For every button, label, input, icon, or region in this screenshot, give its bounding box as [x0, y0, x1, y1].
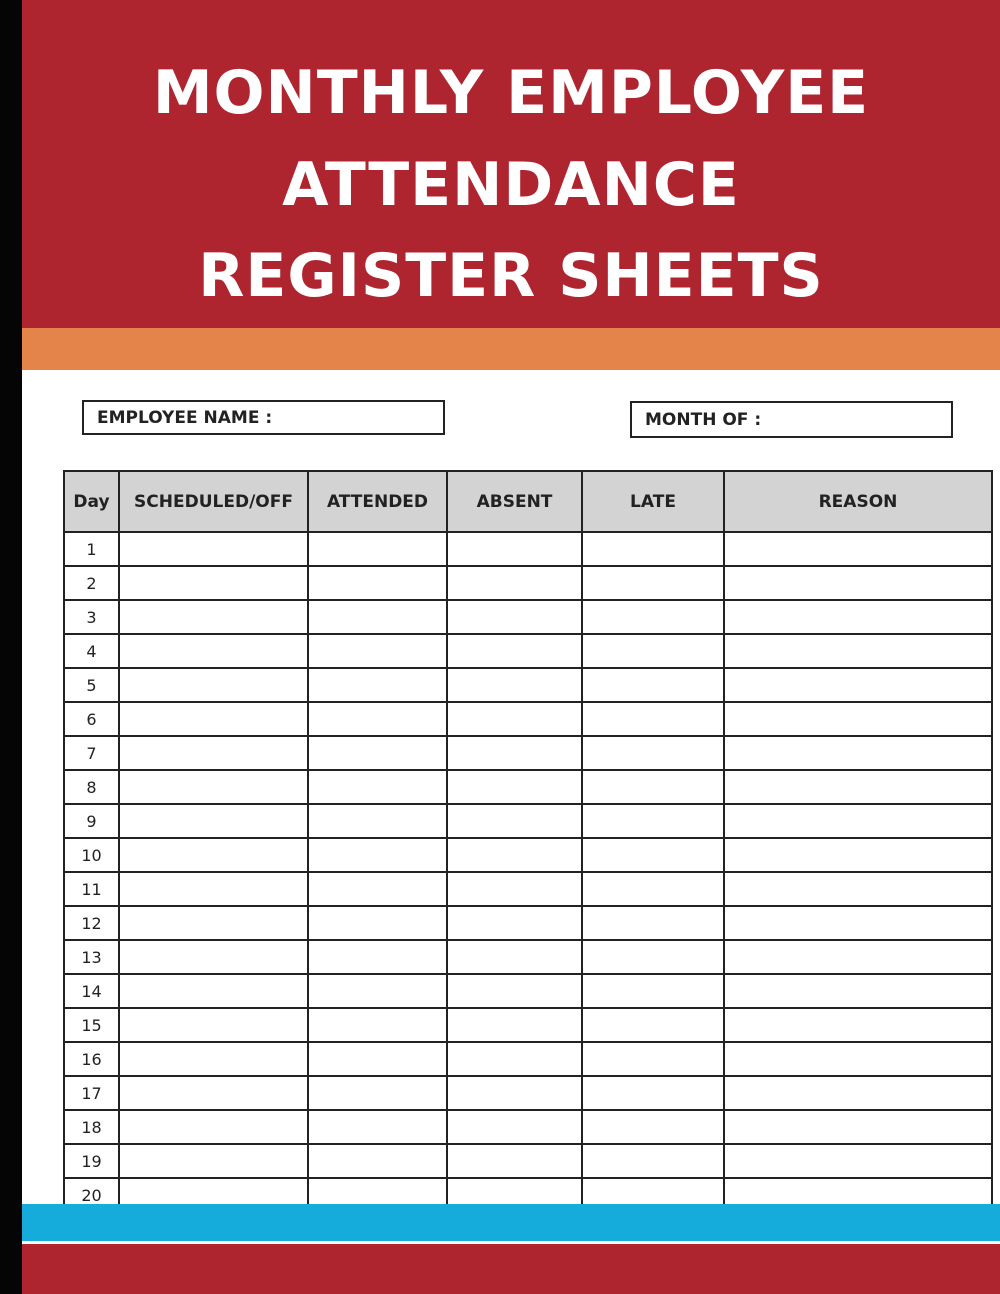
day-number: 6 — [64, 702, 119, 736]
entry-cell[interactable] — [724, 532, 992, 566]
day-number: 15 — [64, 1008, 119, 1042]
entry-cell[interactable] — [724, 1110, 992, 1144]
day-number: 13 — [64, 940, 119, 974]
entry-cell[interactable] — [447, 566, 582, 600]
day-number: 8 — [64, 770, 119, 804]
entry-cell[interactable] — [447, 838, 582, 872]
entry-cell[interactable] — [119, 1008, 308, 1042]
entry-cell[interactable] — [582, 1008, 724, 1042]
entry-cell[interactable] — [724, 838, 992, 872]
table-row — [64, 702, 992, 736]
entry-cell[interactable] — [582, 1042, 724, 1076]
entry-cell[interactable] — [447, 940, 582, 974]
entry-cell[interactable] — [119, 1144, 308, 1178]
title-line-3: REGISTER SHEETS — [198, 241, 824, 311]
table-row — [64, 804, 992, 838]
entry-cell[interactable] — [447, 736, 582, 770]
entry-cell[interactable] — [724, 668, 992, 702]
entry-cell[interactable] — [724, 1076, 992, 1110]
table-row — [64, 770, 992, 804]
entry-cell[interactable] — [447, 702, 582, 736]
table-row — [64, 872, 992, 906]
entry-cell[interactable] — [447, 1144, 582, 1178]
entry-cell[interactable] — [447, 1076, 582, 1110]
day-number: 20 — [64, 1178, 119, 1212]
entry-cell[interactable] — [582, 634, 724, 668]
day-number: 9 — [64, 804, 119, 838]
entry-cell[interactable] — [119, 600, 308, 634]
entry-cell[interactable] — [308, 1110, 447, 1144]
entry-cell[interactable] — [119, 668, 308, 702]
table-row — [64, 1144, 992, 1178]
table-row — [64, 940, 992, 974]
entry-cell[interactable] — [119, 1110, 308, 1144]
entry-cell[interactable] — [724, 702, 992, 736]
entry-cell[interactable] — [582, 1076, 724, 1110]
entry-cell[interactable] — [308, 940, 447, 974]
title-line-1: MONTHLY EMPLOYEE — [152, 58, 870, 128]
table-row — [64, 838, 992, 872]
header-scheduled-off: SCHEDULED/OFF — [119, 471, 308, 532]
employee-name-label: EMPLOYEE NAME : — [97, 407, 273, 428]
entry-cell[interactable] — [308, 532, 447, 566]
entry-cell[interactable] — [582, 770, 724, 804]
table-row — [64, 634, 992, 668]
entry-cell[interactable] — [582, 838, 724, 872]
month-of-field[interactable] — [630, 401, 953, 438]
entry-cell[interactable] — [447, 974, 582, 1008]
entry-cell[interactable] — [724, 770, 992, 804]
header-reason: REASON — [724, 471, 992, 532]
day-number: 5 — [64, 668, 119, 702]
entry-cell[interactable] — [724, 1042, 992, 1076]
entry-cell[interactable] — [582, 804, 724, 838]
entry-cell[interactable] — [582, 566, 724, 600]
table-row — [64, 1042, 992, 1076]
entry-cell[interactable] — [447, 770, 582, 804]
day-number: 3 — [64, 600, 119, 634]
entry-cell[interactable] — [119, 736, 308, 770]
header-attended: ATTENDED — [308, 471, 447, 532]
header-absent: ABSENT — [447, 471, 582, 532]
entry-cell[interactable] — [724, 634, 992, 668]
entry-cell[interactable] — [582, 872, 724, 906]
table-row — [64, 1076, 992, 1110]
day-number: 12 — [64, 906, 119, 940]
day-number: 16 — [64, 1042, 119, 1076]
entry-cell[interactable] — [724, 1144, 992, 1178]
entry-cell[interactable] — [308, 702, 447, 736]
day-number: 2 — [64, 566, 119, 600]
entry-cell[interactable] — [119, 1076, 308, 1110]
table-row — [64, 566, 992, 600]
entry-cell[interactable] — [308, 906, 447, 940]
entry-cell[interactable] — [447, 634, 582, 668]
entry-cell[interactable] — [582, 668, 724, 702]
title-line-2: ATTENDANCE — [282, 150, 740, 220]
entry-cell[interactable] — [724, 1008, 992, 1042]
entry-cell[interactable] — [582, 702, 724, 736]
entry-cell[interactable] — [447, 668, 582, 702]
entry-cell[interactable] — [119, 702, 308, 736]
entry-cell[interactable] — [119, 804, 308, 838]
entry-cell[interactable] — [119, 1042, 308, 1076]
entry-cell[interactable] — [582, 1110, 724, 1144]
day-number: 10 — [64, 838, 119, 872]
entry-cell[interactable] — [724, 600, 992, 634]
entry-cell[interactable] — [724, 974, 992, 1008]
entry-cell[interactable] — [582, 940, 724, 974]
entry-cell[interactable] — [447, 532, 582, 566]
entry-cell[interactable] — [582, 974, 724, 1008]
entry-cell[interactable] — [308, 736, 447, 770]
table-row — [64, 906, 992, 940]
month-of-label: MONTH OF : — [645, 409, 762, 430]
entry-cell[interactable] — [447, 1110, 582, 1144]
entry-cell[interactable] — [582, 1144, 724, 1178]
table-row — [64, 1110, 992, 1144]
entry-cell[interactable] — [308, 668, 447, 702]
entry-cell[interactable] — [308, 804, 447, 838]
entry-cell[interactable] — [447, 1042, 582, 1076]
entry-cell[interactable] — [308, 974, 447, 1008]
bottom-banner — [22, 1244, 1000, 1294]
entry-cell[interactable] — [119, 974, 308, 1008]
day-number: 4 — [64, 634, 119, 668]
entry-cell[interactable] — [119, 566, 308, 600]
entry-cell[interactable] — [724, 906, 992, 940]
entry-cell[interactable] — [119, 770, 308, 804]
entry-cell[interactable] — [308, 1042, 447, 1076]
day-number: 1 — [64, 532, 119, 566]
entry-cell[interactable] — [447, 1008, 582, 1042]
entry-cell[interactable] — [724, 804, 992, 838]
day-number: 11 — [64, 872, 119, 906]
entry-cell[interactable] — [724, 736, 992, 770]
table-row — [64, 736, 992, 770]
header-late: LATE — [582, 471, 724, 532]
entry-cell[interactable] — [119, 634, 308, 668]
attendance-table — [63, 470, 993, 1213]
day-number: 17 — [64, 1076, 119, 1110]
day-number: 19 — [64, 1144, 119, 1178]
entry-cell[interactable] — [308, 566, 447, 600]
day-number: 14 — [64, 974, 119, 1008]
blue-stripe — [22, 1204, 1000, 1241]
entry-cell[interactable] — [724, 940, 992, 974]
day-number: 7 — [64, 736, 119, 770]
entry-cell[interactable] — [308, 872, 447, 906]
entry-cell[interactable] — [308, 838, 447, 872]
entry-cell[interactable] — [447, 872, 582, 906]
entry-cell[interactable] — [582, 600, 724, 634]
employee-name-field[interactable] — [82, 400, 445, 435]
day-number: 18 — [64, 1110, 119, 1144]
entry-cell[interactable] — [582, 906, 724, 940]
header-day: Day — [64, 471, 119, 532]
entry-cell[interactable] — [119, 940, 308, 974]
table-row — [64, 600, 992, 634]
book-spine-edge — [0, 0, 22, 1294]
entry-cell[interactable] — [447, 600, 582, 634]
entry-cell[interactable] — [308, 1144, 447, 1178]
table-row — [64, 532, 992, 566]
entry-cell[interactable] — [447, 906, 582, 940]
entry-cell[interactable] — [119, 838, 308, 872]
table-row — [64, 668, 992, 702]
entry-cell[interactable] — [119, 906, 308, 940]
entry-cell[interactable] — [724, 872, 992, 906]
table-row — [64, 974, 992, 1008]
entry-cell[interactable] — [724, 566, 992, 600]
entry-cell[interactable] — [582, 532, 724, 566]
entry-cell[interactable] — [582, 736, 724, 770]
entry-cell[interactable] — [308, 634, 447, 668]
entry-cell[interactable] — [308, 1076, 447, 1110]
entry-cell[interactable] — [119, 872, 308, 906]
entry-cell[interactable] — [308, 770, 447, 804]
entry-cell[interactable] — [119, 532, 308, 566]
entry-cell[interactable] — [308, 600, 447, 634]
entry-cell[interactable] — [308, 1008, 447, 1042]
orange-stripe — [22, 328, 1000, 370]
entry-cell[interactable] — [447, 804, 582, 838]
table-row — [64, 1008, 992, 1042]
